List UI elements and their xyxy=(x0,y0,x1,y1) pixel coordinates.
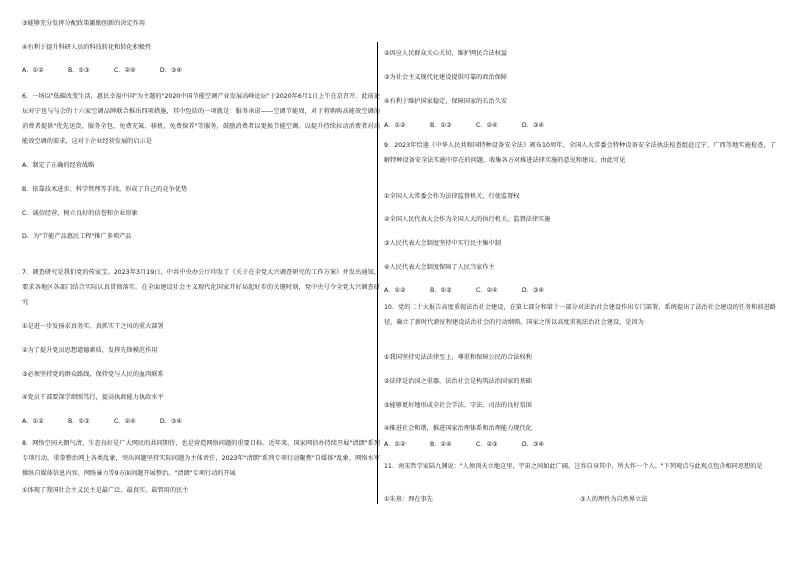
q10-item-4: ④推进社会和谐，推进国家治理体系和治理能力现代化 xyxy=(384,425,532,432)
q5-option-b: B．①③ xyxy=(67,67,90,74)
q10-options xyxy=(384,437,566,452)
q7-option-b: B．①③ xyxy=(67,418,90,425)
q8-option-c: C．②④ xyxy=(475,122,498,129)
q7-option-a: A．①② xyxy=(22,418,44,425)
q5-options xyxy=(22,63,204,78)
q8-item-4: ④有利于维护国家稳定，保障国家的长治久安 xyxy=(384,98,508,105)
q10-option-b: B．①④ xyxy=(429,441,452,448)
q6-option-a: A．制定了正确的经营战略 xyxy=(22,162,95,169)
q10-stem: 10．党的二十大报告高度重视法治社会建设，在第七部分和第十一部分对法治社会建设作出专门部署，系统提出了法治社会建设的任务和前进路径，确立了新时代新征程建设法治社会的行动纲领。国家之所以高度重视法治社会建设，是因为 xyxy=(384,304,776,326)
q5-item-4: ④有利于提升科研人员的科技转化和转化积极性 xyxy=(22,44,152,51)
q7-options xyxy=(22,414,204,429)
q10-item-2: ②法律是治国之重器，法治社会是构筑法治国家的基础 xyxy=(384,378,532,385)
q11-item-3: ③人的理性为自然界立法 xyxy=(580,496,648,503)
q9-item-3: ③人民代表大会制度坚持中实行民主集中制 xyxy=(384,240,501,247)
q6-option-c: C．诚信经营，树立良好的信誉和企业形象 xyxy=(22,210,138,217)
q6-stem: 6．一场以"低碳改变生活，惠民幸福中国"为主题的"2020中国节能空调产业发展高峰论坛"于2020年6月1日上午在京召开。此前论坛对宁也与与会的十六家空调品牌联合推出四项措施，其中包括的一项就是：服务承诺——空调节能周，对于将购购高能效空调的消费者提供"优先送货、服务全包、免费充氟、移机、免费保养"等服务，鼓励消费者以更换节能空调。以提升持续拉动消费者对高能效空调的需求，这对于企业经营发展的启示是 xyxy=(22,93,380,145)
q9-option-c: C．②④ xyxy=(475,287,498,294)
q7-option-d: D．③④ xyxy=(159,418,182,425)
q11-items xyxy=(384,492,776,507)
q8-item-3: ③为社会主义现代化建设提供可靠的政治保障 xyxy=(384,74,508,81)
q9-options xyxy=(384,283,566,298)
q6-option-d: D．为"节能产品惠民工程"推广多项产品 xyxy=(22,233,132,240)
q9-stem: 9．2023年恰逢《中华人民共和国特种设备安全法》颁布10周年，全国人大常委会特种设备安全法执法检查组赴辽宁、广西等地实施检查，了解特种设备安全法实施中存在的问题，收集各方对推进法律实施的意见和建议。由此可见 xyxy=(384,142,776,164)
q7-item-4: ④党员干部要深学细照笃行，提高执政能力执政水平 xyxy=(22,394,164,401)
q10-option-a: A．①② xyxy=(384,441,406,448)
q9-item-2: ②全国人民代表大会作为全国人大的执行机关，监督法律实施 xyxy=(384,216,551,223)
q8-option-a: A．①② xyxy=(384,122,406,129)
q8-option-b: B．①③ xyxy=(429,122,452,129)
q10-option-d: D．③④ xyxy=(521,441,544,448)
q5-option-d: D．③④ xyxy=(159,67,182,74)
q8-item-2: ②因应人民群众关心关切，维护网民合法权益 xyxy=(384,50,508,57)
q7-item-1: ①是进一步发扬求真务实、真抓实干之风的重大部署 xyxy=(22,323,164,330)
q9-option-b: B．①③ xyxy=(429,287,452,294)
q9-item-1: ①全国人大常委会作为法律监督机关，行使监督权 xyxy=(384,193,520,200)
q11-stem: 11．南宋哲学家陆九渊说："人须顶天立地这里，宇宙之间如此广阔，岂容自身其中，所大作一个人。"下列观点与此观点包含相同思想的是 xyxy=(384,463,763,470)
q7-item-3: ③必须坚持党的群众路线，保持党与人民的血肉联系 xyxy=(22,371,164,378)
q10-item-1: ①我国坚持宪法法律至上，尊重和保障公民的合法权利 xyxy=(384,354,532,361)
q6-option-b: B．依靠技术进步、科学管理等手段，形成了自己的竞争优势 xyxy=(22,186,188,193)
q7-item-2: ②为了提升党员思想道德素质，发挥先锋模范作用 xyxy=(22,347,158,354)
q8-options xyxy=(384,118,566,133)
q5-item-3: ③能够充分发挥分配政策激励创新的决定作用 xyxy=(22,20,146,27)
q8-item-1: ①体现了我国社会主义民主是最广泛、最真实、最管用的民主 xyxy=(22,487,189,494)
q9-item-4: ④人民代表大会制度保障了人民当家作主 xyxy=(384,264,495,271)
q5-option-a: A．①② xyxy=(22,67,44,74)
q9-option-a: A．①② xyxy=(384,287,406,294)
q11-item-1: ①朱熹：理在事先 xyxy=(384,496,433,503)
q10-option-c: C．②③ xyxy=(475,441,498,448)
q7-option-c: C．②④ xyxy=(113,418,136,425)
q5-option-c: C．②④ xyxy=(113,67,136,74)
q8-stem: 8．网络空间天朗气清，生态良好是广大网民的共同期待，也是营造网络问题的重要目标。近年来，国家网信办持续开展"清朗"系列专项行动，重拳整治网上各类乱象，突出问题坚持实际问题为主体责任，2023年"清朗"系列专项行动聚焦"自媒体"乱象、网络水军操纵自媒体信息内容、网络暴力等9方面问题开展整治。"清朗"专项行动的开展 xyxy=(22,440,380,477)
q7-stem: 7．调查研究是我们党的传家宝。2023年3月19日，中共中央办公厅印发了《关于在全党大兴调查研究的工作方案》并发出通知，要求各地区各部门结合实际认真贯彻落实。在全面建设社会主义现代化国家开好局起好步的关键时刻，党中央号令全党大兴调查研究 xyxy=(22,269,380,306)
q8-option-d: D．③④ xyxy=(521,122,544,129)
q10-item-3: ③能够更好地形成全社会学法、守法、司法的良好氛围 xyxy=(384,402,532,409)
q9-option-d: D．③④ xyxy=(521,287,544,294)
